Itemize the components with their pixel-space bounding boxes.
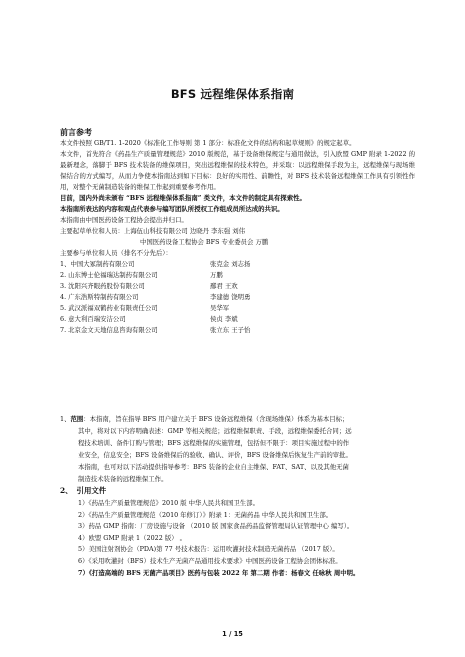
participant-people: 李建德 饶明勇 bbox=[210, 293, 251, 301]
scope-line: 制造技术装备的远程维保工作。 bbox=[78, 475, 168, 483]
participant-unit: 5. 武汉派福双鹤药业有限责任公司 bbox=[60, 304, 158, 312]
drafting-units-continued: 中国医药设备工程协会 BFS 专业委员会 万鹏 bbox=[140, 238, 269, 246]
scope-text: 本指南，旨在指导 BFS 用户建立关于 BFS 设备远程维保（含现场维保）体系为基本目标； bbox=[89, 415, 349, 423]
participants-list bbox=[60, 259, 415, 336]
references-section bbox=[60, 485, 420, 579]
participant-people: 张立东 王子怡 bbox=[210, 326, 251, 334]
participant-unit: 6. 意大利百瑞安洁公司 bbox=[60, 315, 126, 323]
participants-label: 主要参与单位和人员（排名不分先后）： bbox=[60, 249, 172, 257]
list-item: 6）《采用吹灌封（BFS）技术生产无菌产品通用技术要求》中国医药设备工程协会团体标准。 bbox=[78, 556, 342, 565]
foreword-heading: 前言参考 bbox=[60, 127, 92, 137]
list-item bbox=[60, 303, 415, 314]
list-item bbox=[60, 292, 415, 303]
document-title: BFS 远程维保体系指南 bbox=[170, 87, 295, 101]
list-item bbox=[60, 259, 415, 270]
references-heading-row bbox=[60, 485, 420, 497]
participant-unit: 2. 山东博士伦福瑞达制药有限公司 bbox=[60, 271, 158, 279]
list-item: 4）欧盟 GMP 附录 1（2022 版） 。 bbox=[78, 533, 187, 542]
list-item: 2）《药品生产质量管理规范（2010 年修订）》附录 1：无菌药品 中华人民共和国卫生部。 bbox=[78, 510, 333, 519]
list-item bbox=[60, 281, 415, 292]
participant-people: 万鹏 bbox=[210, 271, 223, 279]
participant-unit: 7. 北京金文天地信息咨询有限公司 bbox=[60, 326, 158, 334]
scope-line: 本指南，也可对以下活动提供指导参考：BFS 装备的企业自主维保、FAT、SAT、以及其他无菌 bbox=[78, 463, 349, 471]
scope-section bbox=[60, 413, 420, 485]
list-item: 1）《药品生产质量管理规范》2010 版 中华人民共和国卫生部。 bbox=[78, 499, 259, 507]
page-number: 1 / 15 bbox=[222, 630, 243, 638]
scope-line: 1、范围：本指南，旨在指导 BFS 用户建立关于 BFS 设备远程维保（含现场维保）体系为基本目标； bbox=[60, 415, 349, 423]
participant-unit: 1、中国大冢制药有限公司 bbox=[60, 260, 135, 268]
foreword-paragraph: 本指南由中国医药设备工程协会提出并归口。 bbox=[60, 216, 188, 224]
scope-heading: 范围 bbox=[70, 415, 84, 423]
scope-line: 程技术培训、备件订购与管理；BFS 远程维保的实施管理，包括但不限于：项目实施过程中的作 bbox=[78, 439, 350, 447]
foreword-paragraph: 本指南所表达的内容和观点代表参与编写团队所授权工作组成员所达成的共识。 bbox=[60, 205, 284, 213]
references-number: 2、 bbox=[60, 486, 73, 495]
list-item: 5）美国注射剂协会（PDA)第 77 号技术报告：运用吹灌封技术制造无菌药品 （2017 版）。 bbox=[78, 545, 339, 554]
references-list bbox=[60, 498, 420, 579]
foreword-paragraph: 目前，国内外尚未颁布 “BFS 远程维保体系指南” 类文件，本文件的制定具有探索性。 bbox=[60, 194, 306, 202]
list-item: 3）药品 GMP 指南：厂房设施与设备 （2010 版 国家食品药品监督管理局认证管理中心 编写）。 bbox=[78, 522, 354, 531]
drafting-units: 主要起草单位和人员：上海伍山科技有限公司 边晓丹 李东强 刘伟 bbox=[60, 227, 246, 235]
participant-people: 吴华军 bbox=[210, 304, 230, 312]
participant-unit: 3. 沈阳兴齐眼药股份有限公司 bbox=[60, 282, 145, 290]
foreword-paragraph: 本文件，首先符合《药品生产质量管理规范》2010 版规范，基于设备维保规定与通用做法，引入欧盟 GMP 附录 1-2022 的最新理念，落脚于 BFS 技术装备的维保项目，突出远程维保的技术特色，并采取：以远程维保手段为主，远程维保与现场维保结合的方式编写，从而力争使本指南达到如下目标：良好的实用性、前瞻性，对 BFS 技术装备远程维保工作具有引领性作用，对整个无菌制造装备的维保工作起到重要参考作用。 bbox=[60, 150, 415, 191]
participant-people: 侯贞 李斌 bbox=[210, 315, 238, 323]
foreword-section bbox=[60, 126, 415, 336]
participant-people: 鄢君 王欢 bbox=[210, 282, 238, 290]
references-heading: 引用文件 bbox=[76, 486, 107, 495]
list-item: 7）《打造高端的 BFS 无菌产品项目》医药与包装 2022 年 第二期 作者：杨春文 任咏秋 周中明。 bbox=[78, 568, 360, 577]
list-item bbox=[60, 325, 415, 336]
scope-line: 业安全，信息安全；BFS 设备维保后的验收、确认、评价，BFS 设备维保后恢复生产前的审批。 bbox=[78, 451, 352, 459]
scope-number: 1、 bbox=[60, 415, 71, 423]
scope-line: 其中，将对以下内容明确表述：GMP 等相关规范；远程维保职责、手段，远程维保委托合同；远 bbox=[78, 427, 352, 435]
participant-unit: 4. 广东浩斯特制药有限公司 bbox=[60, 293, 139, 301]
list-item bbox=[60, 314, 415, 325]
list-item bbox=[60, 270, 415, 281]
participant-people: 张克金 刘志扬 bbox=[210, 260, 251, 268]
foreword-paragraph: 本文件按照 GB/T1. 1-2020《标准化工作导则 第 1 部分：标准化文件的结构和起草规则》的规定起草。 bbox=[60, 139, 356, 147]
